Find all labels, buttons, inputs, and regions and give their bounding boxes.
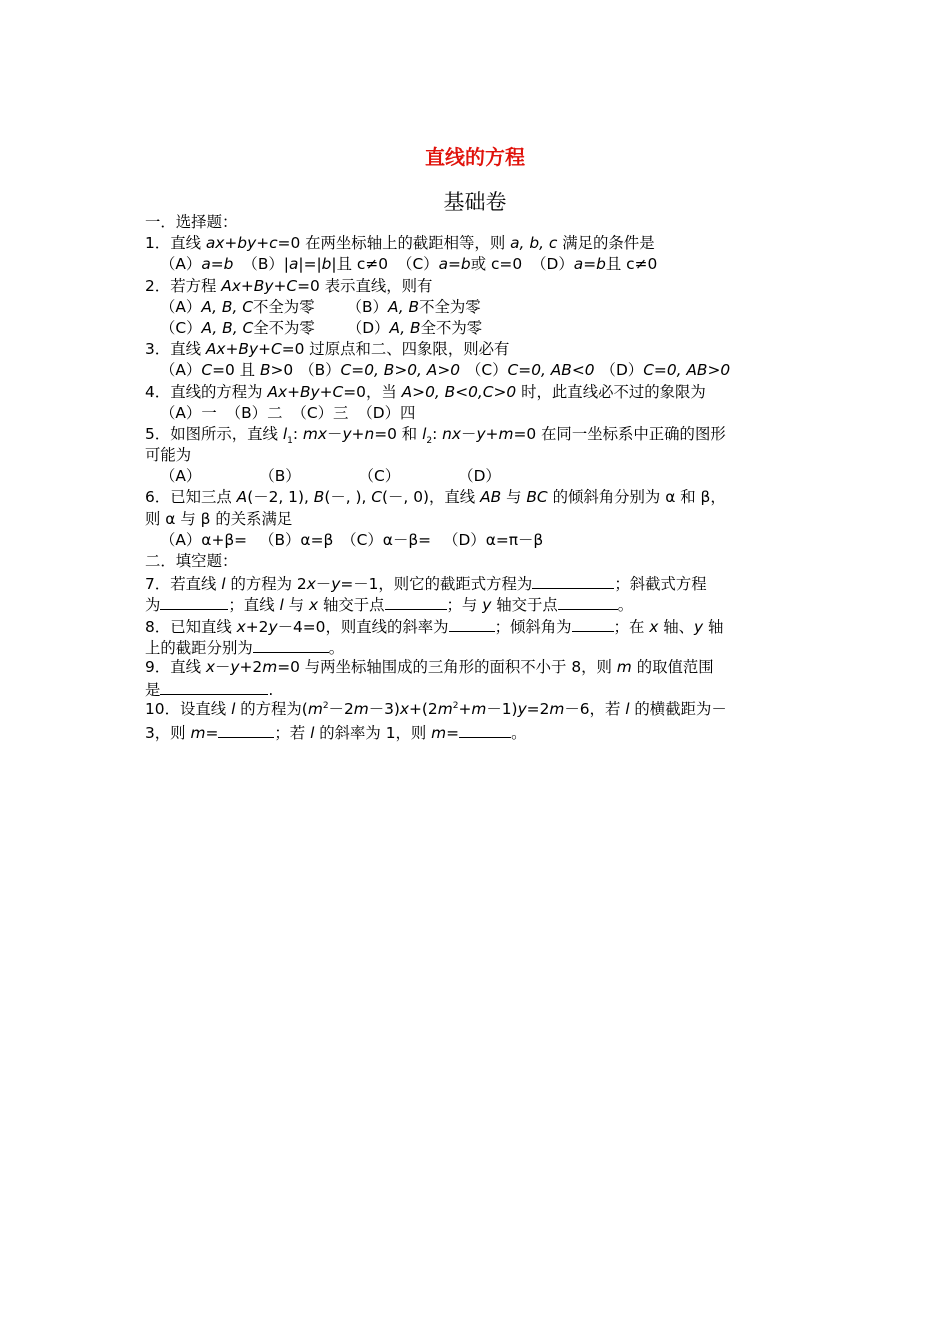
question-1-options: （A）a=b （B）|a|=|b|且 c≠0 （C）a=b或 c=0 （D）a=b且 c≠0 xyxy=(160,255,658,274)
question-5-continued: 可能为 xyxy=(145,446,192,465)
question-5: 5．如图所示，直线 $l_1$: mx－y+n=0 和 $l_2$: nx－y+m=0 在同一坐标系中正确的图形 xyxy=(145,424,726,446)
answer-blank[interactable] xyxy=(218,721,274,738)
question-6: 6．已知三点 A(－2, 1), B(－, ), C(－, 0)，直线 AB 与 BC 的倾斜角分别为 α 和 β， xyxy=(145,488,726,507)
answer-blank[interactable] xyxy=(160,593,228,610)
answer-blank[interactable] xyxy=(532,572,614,589)
answer-blank[interactable] xyxy=(160,678,268,695)
page-subtitle: 基础卷 xyxy=(443,190,507,214)
question-1: 1．直线 ax+by+c=0 在两坐标轴上的截距相等，则 a, b, c 满足的条件是 xyxy=(145,234,655,253)
question-2: 2．若方程 Ax+By+C=0 表示直线，则有 xyxy=(145,276,433,295)
question-10: 10．设直线 l 的方程为$(m^2-2m-3)x+(2m^2+m-1)y=2m-6$，若 l 的横截距为－ xyxy=(145,700,727,719)
question-6-continued: 则 α 与 β 的关系满足 xyxy=(145,509,293,528)
question-8-continued: 上的截距分别为 。 xyxy=(145,636,807,657)
question-9: 9．直线 x－y+2m=0 与两坐标轴围成的三角形的面积不小于 8，则 m 的取值范围 xyxy=(145,657,714,676)
question-4-options: （A）一 （B）二 （C）三 （D）四 xyxy=(160,403,416,422)
question-3: 3．直线 Ax+By+C=0 过原点和二、四象限，则必有 xyxy=(145,340,510,359)
answer-blank[interactable] xyxy=(449,615,495,632)
answer-blank[interactable] xyxy=(459,721,511,738)
page-title: 直线的方程 xyxy=(425,145,525,169)
question-7: 7．若直线 l 的方程为 2x－y=－1，则它的截距式方程为 ；斜截式方程 xyxy=(145,572,807,593)
question-7-continued: 为 ；直线 l 与 x 轴交于点 ；与 y 轴交于点 。 xyxy=(145,593,807,614)
question-9-continued: 是 . xyxy=(145,678,807,699)
question-6-options: （A）α+β= （B）α=β （C）α－β= （D）α=π－β xyxy=(160,530,544,549)
answer-blank[interactable] xyxy=(572,615,614,632)
question-2-options-cd: （C）A, B, C全不为零 （D）A, B全不为零 xyxy=(160,318,483,337)
section-heading: 二．填空题： xyxy=(145,552,238,570)
question-3-options: （A）C=0 且 B>0 （B）C=0, B>0, A>0 （C）C=0, AB<0 （D）C=0, AB>0 xyxy=(160,361,731,380)
answer-blank[interactable] xyxy=(385,593,447,610)
question-5-options: （A） （B） （C） （D） xyxy=(160,467,501,486)
section-heading: 一．选择题： xyxy=(145,213,238,231)
question-4: 4．直线的方程为 Ax+By+C=0，当 A>0, B<0,C>0 时，此直线必不过的象限为 xyxy=(145,382,706,401)
answer-blank[interactable] xyxy=(558,593,618,610)
question-2-options-ab: （A）A, B, C不全为零 （B）A, B不全为零 xyxy=(160,297,481,316)
question-10-continued: 3，则 m= ；若 l 的斜率为 1，则 m= 。 xyxy=(145,721,807,742)
answer-blank[interactable] xyxy=(253,636,329,653)
question-8: 8．已知直线 x+2y－4=0，则直线的斜率为 ；倾斜角为 ；在 x 轴、y 轴 xyxy=(145,615,807,636)
document-body xyxy=(145,212,807,742)
